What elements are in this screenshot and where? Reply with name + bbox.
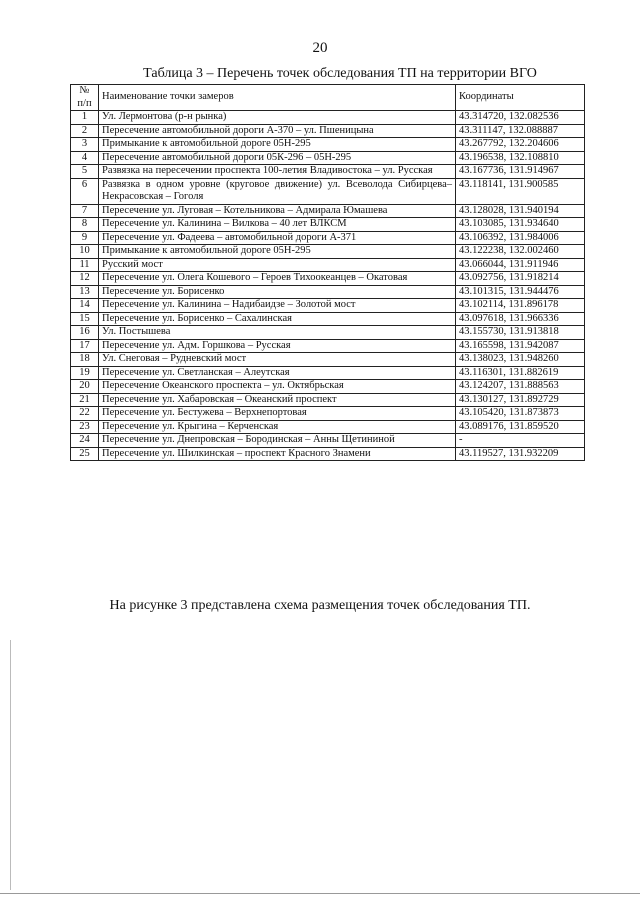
table-row (71, 326, 585, 340)
row-coords: 43.116301, 131.882619 (456, 366, 585, 380)
row-num: 14 (71, 299, 99, 313)
row-name: Пересечение автомобильной дороги А-370 – ул. Пшеницына (99, 124, 456, 138)
row-num: 10 (71, 245, 99, 259)
row-num: 8 (71, 218, 99, 232)
row-coords: 43.101315, 131.944476 (456, 285, 585, 299)
row-num: 18 (71, 353, 99, 367)
row-coords: 43.102114, 131.896178 (456, 299, 585, 313)
table-row (71, 138, 585, 152)
table-row (71, 407, 585, 421)
row-name: Развязка на пересечении проспекта 100-летия Владивостока – ул. Русская (99, 165, 456, 179)
table-row (71, 299, 585, 313)
body-paragraph: На рисунке 3 представлена схема размещения точек обследования ТП. (109, 598, 531, 613)
row-name: Русский мост (99, 258, 456, 272)
row-num: 5 (71, 165, 99, 179)
row-name: Пересечение ул. Борисенко – Сахалинская (99, 312, 456, 326)
row-name: Ул. Снеговая – Рудневский мост (99, 353, 456, 367)
table-row (71, 178, 585, 204)
survey-points-table (70, 84, 585, 461)
row-name: Пересечение Океанского проспекта – ул. Октябрьская (99, 380, 456, 394)
row-name: Пересечение ул. Калинина – Вилкова – 40 лет ВЛКСМ (99, 218, 456, 232)
row-coords: 43.066044, 131.911946 (456, 258, 585, 272)
row-name: Пересечение ул. Светланская – Алеутская (99, 366, 456, 380)
header-name: Наименование точки замеров (99, 85, 456, 111)
row-coords: 43.167736, 131.914967 (456, 165, 585, 179)
row-name: Примыкание к автомобильной дороге 05Н-295 (99, 245, 456, 259)
scan-margin-mark (10, 640, 11, 890)
row-num: 6 (71, 178, 99, 204)
table-row (71, 124, 585, 138)
row-num: 21 (71, 393, 99, 407)
header-coords: Координаты (456, 85, 585, 111)
header-num: № п/п (71, 85, 99, 111)
row-coords: 43.103085, 131.934640 (456, 218, 585, 232)
row-num: 2 (71, 124, 99, 138)
table-row (71, 312, 585, 326)
row-coords: 43.089176, 131.859520 (456, 420, 585, 434)
row-name: Пересечение ул. Луговая – Котельникова – Адмирала Юмашева (99, 204, 456, 218)
row-coords: 43.314720, 132.082536 (456, 111, 585, 125)
table-row (71, 231, 585, 245)
row-num: 16 (71, 326, 99, 340)
row-coords: 43.105420, 131.873873 (456, 407, 585, 421)
table-row (71, 366, 585, 380)
row-num: 9 (71, 231, 99, 245)
row-num: 17 (71, 339, 99, 353)
table-row (71, 380, 585, 394)
table-header (71, 85, 585, 111)
table-row (71, 285, 585, 299)
table-row (71, 165, 585, 179)
table-row (71, 218, 585, 232)
row-num: 7 (71, 204, 99, 218)
table-row (71, 258, 585, 272)
row-num: 22 (71, 407, 99, 421)
row-num: 19 (71, 366, 99, 380)
table-row (71, 434, 585, 448)
row-name: Пересечение ул. Олега Кошевого – Героев Тихоокеанцев – Окатовая (99, 272, 456, 286)
row-coords: 43.196538, 132.108810 (456, 151, 585, 165)
row-num: 3 (71, 138, 99, 152)
row-coords: 43.122238, 132.002460 (456, 245, 585, 259)
row-coords: 43.267792, 132.204606 (456, 138, 585, 152)
row-coords: 43.128028, 131.940194 (456, 204, 585, 218)
table-row (71, 204, 585, 218)
row-name: Пересечение ул. Адм. Горшкова – Русская (99, 339, 456, 353)
row-name: Пересечение ул. Хабаровская – Океанский проспект (99, 393, 456, 407)
row-num: 4 (71, 151, 99, 165)
row-coords: 43.097618, 131.966336 (456, 312, 585, 326)
table-row (71, 151, 585, 165)
row-name: Пересечение автомобильной дороги 05К-296 – 05Н-295 (99, 151, 456, 165)
row-name: Ул. Лермонтова (р-н рынка) (99, 111, 456, 125)
row-num: 12 (71, 272, 99, 286)
row-name: Пересечение ул. Калинина – Надибаидзе – Золотой мост (99, 299, 456, 313)
row-coords: 43.092756, 131.918214 (456, 272, 585, 286)
row-name: Развязка в одном уровне (круговое движение) ул. Всеволода Сибирцева– Некрасовская – Гоголя (99, 178, 456, 204)
row-name: Пересечение ул. Фадеева – автомобильной дороги А-371 (99, 231, 456, 245)
row-num: 15 (71, 312, 99, 326)
row-coords: 43.138023, 131.948260 (456, 353, 585, 367)
header-row (71, 85, 585, 111)
row-num: 24 (71, 434, 99, 448)
page-number: 20 (312, 40, 328, 56)
row-num: 20 (71, 380, 99, 394)
row-name: Ул. Постышева (99, 326, 456, 340)
table-caption: Таблица 3 – Перечень точек обследования ТП на территории ВГО (143, 66, 537, 81)
row-coords: 43.165598, 131.942087 (456, 339, 585, 353)
table-row (71, 393, 585, 407)
row-coords: 43.124207, 131.888563 (456, 380, 585, 394)
row-num: 13 (71, 285, 99, 299)
row-name: Пересечение ул. Бестужева – Верхнепортовая (99, 407, 456, 421)
row-num: 11 (71, 258, 99, 272)
row-num: 23 (71, 420, 99, 434)
row-coords: 43.118141, 131.900585 (456, 178, 585, 204)
row-name: Примыкание к автомобильной дороге 05Н-295 (99, 138, 456, 152)
table-row (71, 339, 585, 353)
row-coords: 43.311147, 132.088887 (456, 124, 585, 138)
row-name: Пересечение ул. Крыгина – Керченская (99, 420, 456, 434)
table-row (71, 245, 585, 259)
scan-bottom-edge (0, 893, 640, 894)
row-name: Пересечение ул. Борисенко (99, 285, 456, 299)
row-name: Пересечение ул. Днепровская – Бородинская – Анны Щетининой (99, 434, 456, 448)
table-row (71, 353, 585, 367)
row-num: 25 (71, 447, 99, 461)
table-row (71, 111, 585, 125)
table-row (71, 272, 585, 286)
row-coords: 43.119527, 131.932209 (456, 447, 585, 461)
table-row (71, 447, 585, 461)
row-coords: 43.130127, 131.892729 (456, 393, 585, 407)
table-body (71, 111, 585, 461)
row-name: Пересечение ул. Шилкинская – проспект Красного Знамени (99, 447, 456, 461)
row-coords: 43.155730, 131.913818 (456, 326, 585, 340)
row-coords: 43.106392, 131.984006 (456, 231, 585, 245)
row-coords: - (456, 434, 585, 448)
table-row (71, 420, 585, 434)
row-num: 1 (71, 111, 99, 125)
